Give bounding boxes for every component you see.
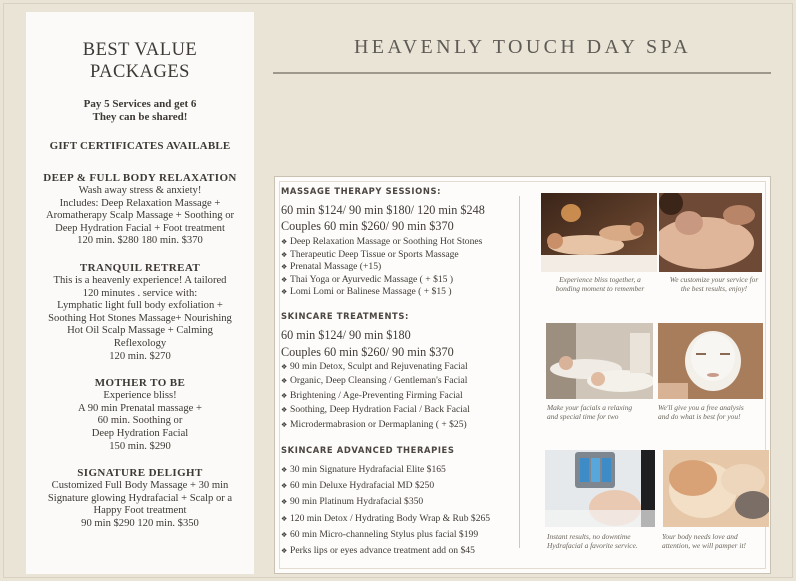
service-item bbox=[281, 511, 490, 527]
package-description: Wash away stress & anxiety! Includes: Deep Relaxation Massage + Aromatherapy Scalp Massage + Soothing or Deep Hydration Facial + Foot treatment 120 min. $280 180 min. $370 bbox=[45, 185, 235, 247]
bullet-icon: ❖ bbox=[281, 238, 288, 246]
service-item-text: 60 min Micro-channeling Stylus plus facial $199 bbox=[290, 528, 479, 540]
service-item bbox=[281, 494, 490, 510]
service-item-text: Deep Relaxation Massage or Soothing Hot Stones bbox=[290, 236, 483, 247]
package-description: Customized Full Body Massage + 30 min Signature glowing Hydrafacial + Scalp or a Happy Foot treatment 90 min $290 120 min. $350 bbox=[47, 480, 233, 529]
bullet-icon: ❖ bbox=[281, 547, 288, 556]
package-title: DEEP & FULL BODY RELAXATION bbox=[43, 172, 237, 184]
column-divider bbox=[519, 196, 520, 548]
gift-certificates-note: GIFT CERTIFICATES AVAILABLE bbox=[49, 140, 231, 152]
package-tranquil-retreat bbox=[26, 262, 254, 363]
service-item bbox=[281, 478, 490, 494]
caption-face-mask: We'll give you a free analysis and do what is best for you! bbox=[658, 403, 744, 421]
service-item bbox=[281, 543, 490, 559]
service-item bbox=[281, 286, 482, 299]
service-item bbox=[281, 374, 470, 388]
package-deep-full-body bbox=[26, 172, 254, 248]
face-mask-photo bbox=[658, 323, 763, 399]
service-item-text: 90 min Detox, Sculpt and Rejuvenating Facial bbox=[290, 361, 468, 372]
offer-line1: Pay 5 Services and get 6 bbox=[83, 98, 197, 110]
skincare-couples-price: Couples 60 min $260/ 90 min $370 bbox=[281, 345, 454, 359]
bullet-icon: ❖ bbox=[281, 275, 288, 284]
caption-hydrafacial: Instant results, no downtime Hydrafacial a favorite service. bbox=[547, 532, 638, 550]
caption-couples-facial: Make your facials a relaxing and special time for two bbox=[547, 403, 633, 421]
service-item bbox=[281, 418, 470, 432]
service-item bbox=[281, 527, 490, 543]
service-item bbox=[281, 389, 470, 403]
service-item-text: Prenatal Massage (+15) bbox=[290, 261, 382, 273]
offer-line2: They can be shared! bbox=[92, 111, 188, 123]
couples-facial-photo bbox=[546, 323, 653, 399]
massage-couples-price: Couples 60 min $260/ 90 min $370 bbox=[281, 219, 454, 233]
bullet-icon: ❖ bbox=[281, 514, 288, 523]
bullet-icon: ❖ bbox=[281, 406, 288, 415]
service-item bbox=[281, 462, 490, 478]
body-treatment-photo bbox=[663, 450, 769, 527]
bullet-icon: ❖ bbox=[281, 263, 288, 272]
massage-price-line: 60 min $124/ 90 min $180/ 120 min $248 bbox=[281, 203, 485, 217]
caption-back-massage: We customize your service for the best results, enjoy! bbox=[669, 275, 759, 293]
bullet-icon: ❖ bbox=[281, 420, 288, 429]
caption-couples-massage: Experience bliss together, a bonding moment to remember bbox=[555, 275, 645, 293]
spa-title: HEAVENLY TOUCH DAY SPA bbox=[353, 36, 692, 58]
service-item-text: Thai Yoga or Ayurvedic Massage ( + $15 ) bbox=[290, 273, 454, 285]
bullet-icon: ❖ bbox=[281, 288, 288, 297]
hydrafacial-photo bbox=[545, 450, 655, 527]
massage-list bbox=[281, 236, 482, 299]
service-item-text: 120 min Detox / Hydrating Body Wrap & Rub $265 bbox=[290, 512, 491, 524]
bullet-icon: ❖ bbox=[281, 466, 288, 474]
back-massage-photo bbox=[659, 193, 762, 272]
bullet-icon: ❖ bbox=[281, 482, 288, 491]
massage-heading: MASSAGE THERAPY SESSIONS: bbox=[281, 186, 442, 196]
package-title: MOTHER TO BE bbox=[94, 377, 186, 390]
title-underline bbox=[273, 72, 771, 74]
service-item-text: Microdermabrasion or Dermaplaning ( + $25) bbox=[290, 418, 467, 430]
skincare-list bbox=[281, 360, 470, 432]
packages-title-line1: BEST VALUE bbox=[82, 40, 198, 60]
service-item-text: 60 min Deluxe Hydrafacial MD $250 bbox=[290, 480, 435, 492]
advanced-heading: SKINCARE ADVANCED THERAPIES bbox=[281, 445, 455, 455]
bullet-icon: ❖ bbox=[281, 498, 288, 507]
service-item bbox=[281, 249, 482, 262]
service-item bbox=[281, 360, 470, 374]
service-item-text: 30 min Signature Hydrafacial Elite $165 bbox=[290, 464, 446, 475]
packages-title-line2: PACKAGES bbox=[90, 62, 190, 82]
skincare-price-line: 60 min $124/ 90 min $180 bbox=[281, 328, 411, 342]
service-item-text: Organic, Deep Cleansing / Gentleman's Facial bbox=[290, 375, 468, 387]
service-item-text: 90 min Platinum Hydrafacial $350 bbox=[290, 496, 424, 508]
bullet-icon: ❖ bbox=[281, 363, 288, 371]
bullet-icon: ❖ bbox=[281, 391, 288, 400]
service-item bbox=[281, 403, 470, 417]
skincare-heading: SKINCARE TREATMENTS: bbox=[281, 311, 409, 321]
caption-body-treatment: Your body needs love and attention, we will pamper it! bbox=[662, 532, 746, 550]
best-value-packages-panel bbox=[26, 12, 254, 574]
service-item-text: Brightening / Age-Preventing Firming Facial bbox=[290, 389, 463, 401]
service-item-text: Soothing, Deep Hydration Facial / Back Facial bbox=[290, 404, 470, 416]
bullet-icon: ❖ bbox=[281, 377, 288, 386]
packages-title bbox=[26, 39, 254, 83]
package-title: TRANQUIL RETREAT bbox=[79, 261, 201, 274]
service-item-text: Lomi Lomi or Balinese Massage ( + $15 ) bbox=[290, 286, 452, 298]
couples-massage-photo bbox=[541, 193, 657, 272]
service-item bbox=[281, 236, 482, 249]
package-description: This is a heavenly experience! A tailored 120 minutes . service with: Lymphatic light full body exfoliation + Soothing Hot Stones Massage+ Nourishing Hot Oil Scalp Massage + Calming Reflexology 120 min. $270 bbox=[48, 274, 232, 362]
pay-5-get-6-offer bbox=[26, 98, 254, 124]
service-item bbox=[281, 274, 482, 287]
package-description: Experience bliss! A 90 min Prenatal massage + 60 min. Soothing or Deep Hydration Facial 150 min. $290 bbox=[78, 390, 202, 452]
advanced-list bbox=[281, 462, 490, 559]
package-title: SIGNATURE DELIGHT bbox=[77, 467, 203, 480]
package-mother-to-be bbox=[26, 377, 254, 453]
package-signature-delight bbox=[26, 467, 254, 530]
service-item-text: Perks lips or eyes advance treatment add on $45 bbox=[290, 545, 475, 557]
bullet-icon: ❖ bbox=[281, 250, 288, 259]
service-item-text: Therapeutic Deep Tissue or Sports Massage bbox=[290, 248, 459, 260]
service-item bbox=[281, 261, 482, 274]
bullet-icon: ❖ bbox=[281, 530, 288, 539]
